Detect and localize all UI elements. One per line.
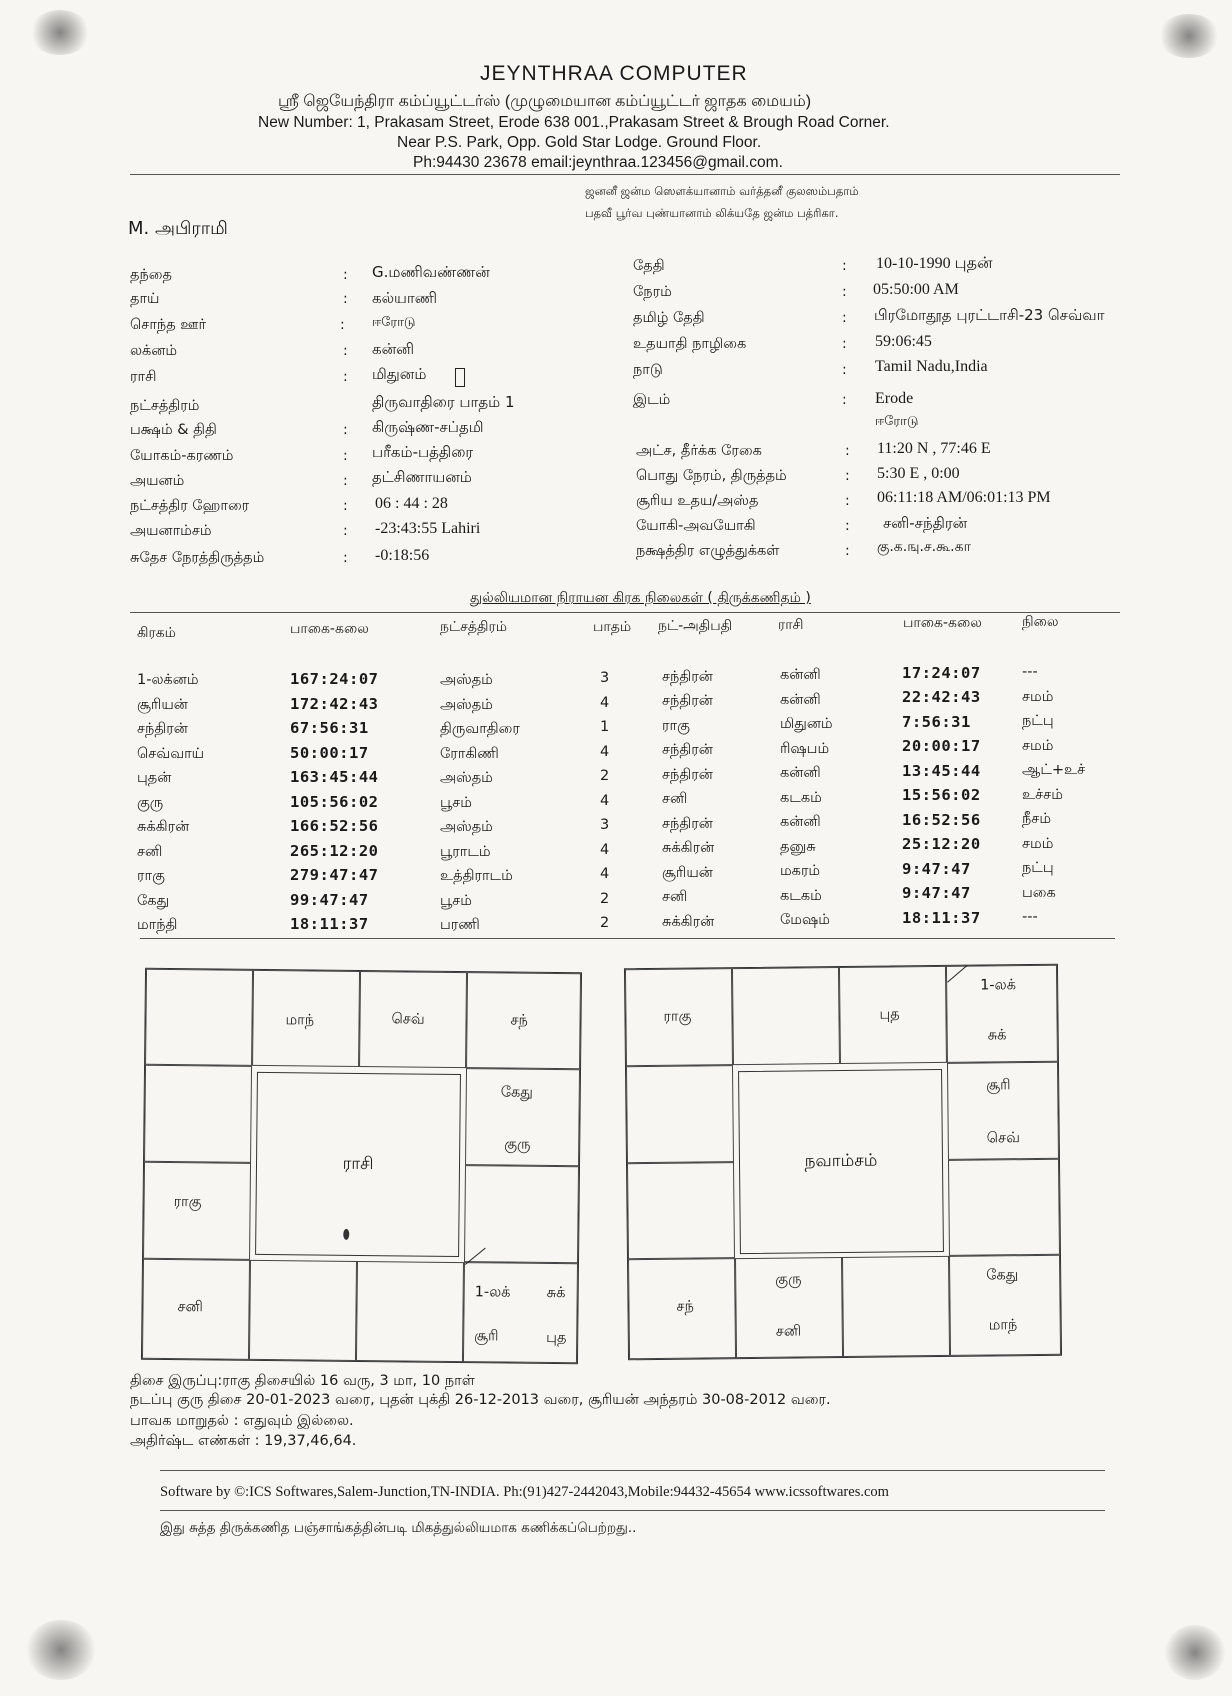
- detail-label: அட்ச, தீர்க்க ரேகை: [636, 443, 762, 459]
- table-cell: 2: [600, 768, 610, 785]
- detail-colon: :: [343, 422, 348, 438]
- table-cell: சமம்: [1022, 835, 1054, 852]
- rasi-house: [249, 1260, 357, 1361]
- scan-smudge-bottom-right: [1165, 1625, 1225, 1680]
- table-cell: 16:52:56: [902, 810, 981, 829]
- detail-value: தட்சிணாயனம்: [372, 468, 472, 486]
- navamsa-house: [626, 1065, 734, 1163]
- navamsa-planet-suri: சூரி: [986, 1077, 1011, 1094]
- software-credit: Software by ©:ICS Softwares,Salem-Junction,TN-INDIA. Ph:(91)427-2442043,Mobile:94432-45654 www.icssoftwares.com: [160, 1484, 889, 1500]
- detail-colon: :: [845, 443, 850, 459]
- table-cell: 15:56:02: [902, 786, 981, 805]
- table-cell: செவ்வாய்: [137, 745, 205, 762]
- detail-colon: :: [343, 369, 348, 385]
- table-cell: 172:42:43: [290, 694, 379, 713]
- navamsa-planet-sev: செவ்: [986, 1130, 1021, 1147]
- table-header-cell: நட்சத்திரம்: [440, 619, 507, 635]
- table-cell: சுக்கிரன்: [662, 913, 715, 930]
- table-cell: 18:11:37: [290, 915, 369, 933]
- detail-label: தமிழ் தேதி: [633, 310, 705, 326]
- rasi-center: [255, 1072, 461, 1257]
- rasi-house: [464, 1165, 579, 1263]
- table-cell: உத்திராடம்: [440, 868, 513, 884]
- detail-colon: :: [343, 550, 348, 566]
- table-cell: சனி: [662, 889, 688, 906]
- detail-colon: :: [343, 523, 348, 539]
- table-cell: 67:56:31: [290, 719, 369, 737]
- table-cell: 13:45:44: [902, 761, 981, 780]
- detail-colon: :: [842, 336, 847, 352]
- table-cell: ரிஷபம்: [780, 740, 830, 757]
- rasi-title: ராசி: [342, 1153, 374, 1174]
- detail-label: தேதி: [633, 258, 665, 274]
- table-cell: 105:56:02: [290, 792, 379, 811]
- detail-value: G.மணிவண்ணன்: [372, 263, 490, 281]
- table-cell: சுக்கிரன்: [662, 840, 715, 857]
- navamsa-house: [842, 1256, 950, 1357]
- table-cell: 7:56:31: [902, 712, 971, 731]
- dasa-balance: திசை இருப்பு:ராகு திசையில் 16 வரு, 3 மா, 10 நாள்: [130, 1373, 475, 1389]
- detail-label: நேரம்: [633, 284, 672, 300]
- table-cell: சனி: [137, 843, 163, 860]
- lucky-numbers: அதிர்ஷ்ட எண்கள் : 19,37,46,64.: [130, 1433, 357, 1449]
- table-cell: அஸ்தம்: [440, 819, 493, 835]
- detail-label: தந்தை: [130, 267, 172, 283]
- detail-label: சூரிய உதய/அஸ்த: [636, 493, 759, 509]
- table-cell: 166:52:56: [290, 817, 379, 835]
- table-cell: அஸ்தம்: [440, 672, 493, 688]
- table-cell: 1: [600, 719, 610, 736]
- detail-value: சனி-சந்திரன்: [883, 514, 968, 532]
- table-header-cell: ராசி: [778, 617, 804, 633]
- rasi-planet-san: சந்: [510, 1012, 528, 1029]
- detail-value: 06:11:18 AM/06:01:13 PM: [877, 489, 1051, 506]
- detail-value: 5:30 E , 0:00: [877, 465, 960, 482]
- table-cell: கேது: [137, 892, 170, 909]
- table-cell: புதன்: [137, 770, 172, 786]
- detail-value: ஈரோடு: [372, 315, 416, 330]
- footer-bottom-divider: [160, 1510, 1105, 1511]
- detail-label: யோகம்-கரணம்: [130, 448, 234, 464]
- detail-value: 11:20 N , 77:46 E: [877, 440, 991, 457]
- navamsa-planet-suk: சுக்: [987, 1027, 1007, 1044]
- detail-value: ஈரோடு: [875, 414, 919, 429]
- navamsa-title: நவாம்சம்: [804, 1150, 878, 1171]
- detail-label: சுதேச நேரத்திருத்தம்: [130, 550, 265, 566]
- table-cell: சந்திரன்: [137, 721, 188, 737]
- navamsa-chart: [624, 964, 1062, 1361]
- table-cell: தனுசு: [780, 838, 816, 855]
- detail-label: நாடு: [633, 362, 663, 378]
- detail-value: மிதுனம்: [372, 365, 427, 383]
- table-cell: 18:11:37: [902, 908, 981, 927]
- table-cell: 22:42:43: [902, 688, 981, 707]
- detail-colon: :: [343, 498, 348, 514]
- glyph-box-icon: [455, 368, 465, 387]
- navamsa-house: [627, 1162, 735, 1259]
- navamsa-planet-sani: சனி: [775, 1323, 802, 1340]
- table-cell: குரு: [137, 794, 164, 811]
- rasi-planet-suk: சுக்: [546, 1284, 566, 1302]
- detail-colon: :: [343, 473, 348, 489]
- table-cell: ---: [1022, 909, 1038, 925]
- table-cell: நட்பு: [1022, 860, 1054, 876]
- detail-value: பரீகம்-பத்திரை: [372, 443, 474, 461]
- rasi-planet-ketu: கேது: [500, 1084, 534, 1101]
- table-cell: சுக்கிரன்: [137, 819, 190, 835]
- navamsa-planet-ketu: கேது: [986, 1267, 1019, 1284]
- contact-line: Ph:94430 23678 email:jeynthraa.123456@gmail.com.: [413, 154, 783, 171]
- table-cell: மகரம்: [780, 863, 821, 880]
- table-cell: சந்திரன்: [662, 742, 713, 759]
- table-cell: நீசம்: [1022, 811, 1051, 827]
- table-cell: பகை: [1022, 884, 1056, 901]
- scan-smudge-bottom-left: [26, 1620, 96, 1680]
- detail-colon: :: [845, 543, 850, 559]
- detail-value: 10-10-1990 புதன்: [876, 255, 993, 272]
- table-cell: ஆட்+உச்: [1022, 762, 1086, 778]
- detail-label: பக்ஷம் & திதி: [130, 422, 217, 438]
- table-cell: 265:12:20: [290, 841, 379, 860]
- detail-label: அயனாம்சம்: [130, 523, 212, 539]
- detail-label: இடம்: [633, 392, 671, 408]
- scan-smudge-top-right: [1158, 14, 1220, 58]
- detail-value: 06 : 44 : 28: [375, 495, 448, 512]
- address-line-2: Near P.S. Park, Opp. Gold Star Lodge. Ground Floor.: [397, 134, 762, 151]
- table-cell: கன்னி: [780, 667, 821, 684]
- footer-top-divider: [160, 1470, 1105, 1471]
- detail-colon: :: [343, 343, 348, 359]
- detail-value: 59:06:45: [875, 333, 932, 350]
- table-cell: கடகம்: [780, 887, 822, 904]
- detail-value: பிரமோதூத புரட்டாசி-23 செவ்வா: [874, 306, 1105, 324]
- table-cell: சமம்: [1022, 688, 1054, 705]
- rasi-planet-sev: செவ்: [391, 1011, 425, 1028]
- detail-label: பொது நேரம், திருத்தம்: [636, 468, 787, 484]
- table-cell: பூசம்: [440, 794, 472, 811]
- table-cell: 3: [600, 670, 610, 687]
- table-bottom-divider: [140, 938, 1115, 939]
- table-cell: கன்னி: [780, 691, 821, 708]
- detail-label: சொந்த ஊர்: [130, 317, 207, 333]
- detail-value: கன்னி: [372, 340, 415, 358]
- detail-value: -0:18:56: [375, 547, 430, 564]
- table-cell: சமம்: [1022, 737, 1054, 754]
- detail-label: உதயாதி நாழிகை: [633, 336, 747, 352]
- table-cell: 1-லக்னம்: [137, 672, 199, 688]
- address-line-1: New Number: 1, Prakasam Street, Erode 638 001.,Prakasam Street & Brough Road Corner.: [258, 114, 890, 131]
- company-tamil-name: ஸ்ரீ ஜெயேந்திரா கம்ப்யூட்டர்ஸ் (முழுமையான கம்ப்யூட்டர் ஜாதக மையம்): [278, 93, 812, 110]
- table-cell: சூரியன்: [662, 864, 713, 881]
- detail-value: கல்யாணி: [372, 289, 438, 307]
- table-cell: பூசம்: [440, 892, 472, 909]
- table-cell: சந்திரன்: [662, 693, 713, 710]
- detail-colon: :: [842, 284, 847, 300]
- table-cell: மிதுனம்: [780, 716, 833, 733]
- table-header-cell: பாகை-கலை: [290, 621, 369, 637]
- dasa-current: நடப்பு குரு திசை 20-01-2023 வரை, புதன் புக்தி 26-12-2013 வரை, சூரியன் அந்தரம் 30-08-2012 வரை.: [130, 1392, 831, 1408]
- table-cell: ராகு: [662, 717, 690, 734]
- table-top-divider: [130, 612, 1120, 613]
- rasi-house: [145, 969, 253, 1066]
- table-cell: சந்திரன்: [662, 668, 713, 685]
- table-cell: கன்னி: [780, 765, 821, 782]
- detail-label: நக்ஷத்திர எழுத்துக்கள்: [636, 543, 780, 559]
- table-cell: 99:47:47: [290, 890, 369, 909]
- table-cell: 4: [600, 743, 610, 760]
- footer-note: இது சுத்த திருக்கணித பஞ்சாங்கத்தின்படி மிகத்துல்லியமாக கணிக்கப்பெற்றது..: [160, 1520, 637, 1536]
- table-cell: 4: [600, 694, 610, 711]
- table-cell: 2: [600, 915, 610, 932]
- navamsa-planet-san: சந்: [676, 1298, 694, 1315]
- table-cell: 20:00:17: [902, 737, 981, 756]
- rasi-planet-lag: 1-லக்: [474, 1284, 511, 1301]
- table-cell: ரோகிணி: [440, 745, 499, 762]
- detail-value: Tamil Nadu,India: [875, 358, 988, 375]
- table-cell: 4: [600, 841, 610, 858]
- rasi-house: [356, 1261, 464, 1362]
- table-cell: சனி: [662, 791, 688, 808]
- table-cell: 3: [600, 817, 610, 834]
- detail-colon: :: [842, 392, 847, 408]
- table-cell: மேஷம்: [780, 912, 830, 929]
- rasi-planet-rahu: ராகு: [173, 1194, 202, 1211]
- detail-value: திருவாதிரை பாதம் 1: [372, 393, 515, 411]
- table-cell: சந்திரன்: [662, 815, 713, 832]
- detail-label: ராசி: [130, 369, 157, 385]
- table-cell: சூரியன்: [137, 696, 188, 713]
- detail-value: -23:43:55 Lahiri: [375, 520, 481, 537]
- detail-value: கிருஷ்ண-சப்தமி: [372, 418, 484, 436]
- table-cell: உச்சம்: [1022, 786, 1063, 803]
- planet-table-title: துல்லியமான நிராயன கிரக நிலைகள் ( திருக்கணிதம் ): [470, 590, 811, 606]
- navamsa-center: [738, 1069, 944, 1254]
- scan-smudge-top-left: [30, 10, 90, 55]
- navamsa-planet-guru: குரு: [775, 1271, 802, 1288]
- table-cell: 167:24:07: [290, 670, 379, 688]
- verse-line-1: ஜனனீ ஜன்ம ஸௌக்யானாம் வர்த்தனீ குலஸம்பதாம்: [585, 184, 859, 198]
- table-cell: 9:47:47: [902, 884, 971, 903]
- table-cell: ராகு: [137, 868, 165, 884]
- table-header-cell: பாதம்: [593, 619, 632, 635]
- detail-colon: :: [343, 267, 348, 283]
- table-cell: ---: [1022, 664, 1038, 680]
- person-name: M. அபிராமி: [128, 218, 228, 239]
- table-header-cell: நட்-அதிபதி: [658, 618, 733, 634]
- detail-label: நட்சத்திர ஹோரை: [130, 498, 250, 514]
- verse-line-2: பதவீ பூர்வ புண்யானாம் லிக்யதே ஜன்ம பத்ரிகா.: [585, 206, 839, 220]
- table-cell: அஸ்தம்: [440, 696, 493, 713]
- detail-colon: :: [845, 493, 850, 509]
- rasi-planet-puth: புத: [546, 1329, 567, 1347]
- rasi-planet-suri: சூரி: [474, 1328, 499, 1345]
- table-cell: 163:45:44: [290, 768, 379, 786]
- detail-label: யோகி-அவயோகி: [636, 518, 756, 534]
- table-cell: 4: [600, 866, 610, 883]
- navamsa-house: [732, 967, 840, 1065]
- table-cell: அஸ்தம்: [440, 770, 493, 786]
- table-cell: பரணி: [440, 917, 480, 933]
- detail-label: லக்னம்: [130, 343, 178, 359]
- table-cell: திருவாதிரை: [440, 721, 520, 737]
- detail-label: தாய்: [130, 291, 160, 307]
- table-cell: 9:47:47: [902, 859, 971, 878]
- table-cell: 50:00:17: [290, 743, 369, 762]
- table-cell: 25:12:20: [902, 835, 981, 854]
- table-cell: 279:47:47: [290, 866, 379, 884]
- rasi-planet-maan: மாந்: [285, 1012, 315, 1029]
- table-cell: 17:24:07: [902, 663, 981, 682]
- detail-value: கு.க.ஙு.ச.கூ.கா: [877, 539, 971, 555]
- table-header-cell: பாகை-கலை: [903, 615, 982, 631]
- detail-colon: :: [845, 518, 850, 534]
- rasi-house: [144, 1065, 252, 1163]
- navamsa-planet-maan: மாந்: [988, 1317, 1018, 1334]
- table-cell: சந்திரன்: [662, 766, 713, 783]
- detail-colon: :: [845, 468, 850, 484]
- detail-colon: :: [842, 310, 847, 326]
- navamsa-planet-puth: புத: [879, 1006, 900, 1023]
- bhava-change: பாவக மாறுதல் : எதுவும் இல்லை.: [130, 1413, 354, 1429]
- table-cell: மாந்தி: [137, 917, 178, 933]
- table-cell: கன்னி: [780, 814, 821, 831]
- header-divider: [130, 174, 1120, 175]
- navamsa-planet-rahu: ராகு: [663, 1008, 692, 1025]
- table-header-cell: நிலை: [1022, 614, 1059, 630]
- detail-colon: :: [842, 362, 847, 378]
- detail-colon: :: [343, 291, 348, 307]
- rasi-planet-guru: குரு: [504, 1136, 531, 1153]
- table-cell: நட்பு: [1022, 713, 1054, 729]
- table-cell: 2: [600, 890, 610, 907]
- detail-colon: :: [340, 317, 345, 333]
- detail-value: Erode: [875, 390, 914, 407]
- table-cell: 4: [600, 792, 610, 809]
- detail-value: 05:50:00 AM: [873, 281, 959, 298]
- table-cell: கடகம்: [780, 789, 822, 806]
- rasi-planet-sani: சனி: [177, 1299, 203, 1316]
- company-title: JEYNTHRAA COMPUTER: [480, 62, 748, 85]
- detail-colon: :: [842, 258, 847, 274]
- table-cell: பூராடம்: [440, 843, 491, 860]
- detail-label: அயனம்: [130, 473, 185, 489]
- detail-label: நட்சத்திரம்: [130, 398, 200, 414]
- navamsa-house: [948, 1159, 1060, 1256]
- table-header-cell: கிரகம்: [137, 625, 176, 641]
- detail-colon: :: [343, 448, 348, 464]
- navamsa-planet-lag: 1-லக்: [980, 977, 1017, 994]
- rasi-chart: [141, 968, 582, 1365]
